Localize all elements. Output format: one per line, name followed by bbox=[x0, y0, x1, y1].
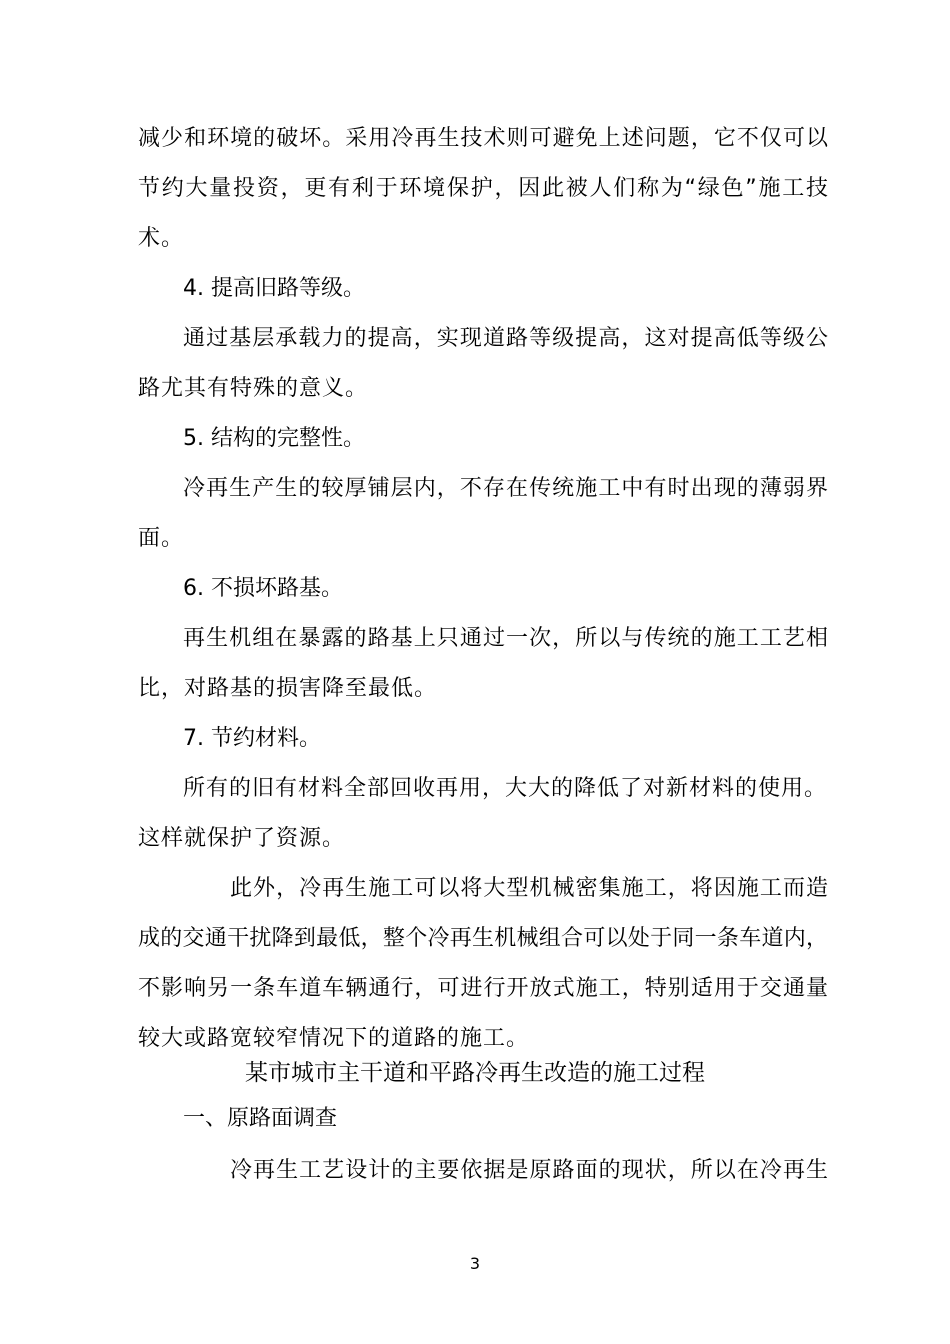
section-heading: 一、原路面调查 bbox=[183, 1106, 338, 1131]
list-item-heading: 4. 提高旧路等级。 bbox=[183, 276, 365, 301]
list-item-heading: 6. 不损坏路基。 bbox=[183, 576, 343, 601]
paragraph-line: 此外，冷再生施工可以将大型机械密集施工，将因施工而造 bbox=[230, 876, 828, 901]
list-item-heading: 5. 结构的完整性。 bbox=[183, 426, 365, 451]
paragraph-line: 减少和环境的破坏。采用冷再生技术则可避免上述问题，它不仅可以 bbox=[138, 126, 828, 151]
paragraph-line: 节约大量投资，更有利于环境保护，因此被人们称为“绿色”施工技 bbox=[138, 176, 828, 201]
paragraph-line: 成的交通干扰降到最低，整个冷再生机械组合可以处于同一条车道内， bbox=[138, 926, 828, 951]
paragraph-line: 术。 bbox=[138, 226, 185, 251]
page-number: 3 bbox=[469, 1254, 481, 1273]
paragraph-line: 较大或路宽较窄情况下的道路的施工。 bbox=[138, 1026, 530, 1051]
paragraph-line: 比，对路基的损害降至最低。 bbox=[138, 676, 438, 701]
paragraph-line: 不影响另一条车道车辆通行，可进行开放式施工，特别适用于交通量 bbox=[138, 976, 828, 1001]
paragraph-line: 再生机组在暴露的路基上只通过一次，所以与传统的施工工艺相 bbox=[183, 626, 828, 651]
section-title: 某市城市主干道和平路冷再生改造的施工过程 bbox=[245, 1060, 705, 1086]
paragraph-line: 通过基层承载力的提高，实现道路等级提高，这对提高低等级公 bbox=[183, 326, 828, 351]
paragraph-line: 这样就保护了资源。 bbox=[138, 826, 346, 851]
paragraph-line: 所有的旧有材料全部回收再用，大大的降低了对新材料的使用。 bbox=[183, 776, 828, 801]
list-item-heading: 7. 节约材料。 bbox=[183, 726, 321, 751]
paragraph-line: 冷再生产生的较厚铺层内，不存在传统施工中有时出现的薄弱界 bbox=[183, 476, 828, 501]
paragraph-line: 冷再生工艺设计的主要依据是原路面的现状，所以在冷再生 bbox=[230, 1158, 828, 1183]
paragraph-line: 路尤其有特殊的意义。 bbox=[138, 376, 369, 401]
paragraph-line: 面。 bbox=[138, 526, 185, 551]
